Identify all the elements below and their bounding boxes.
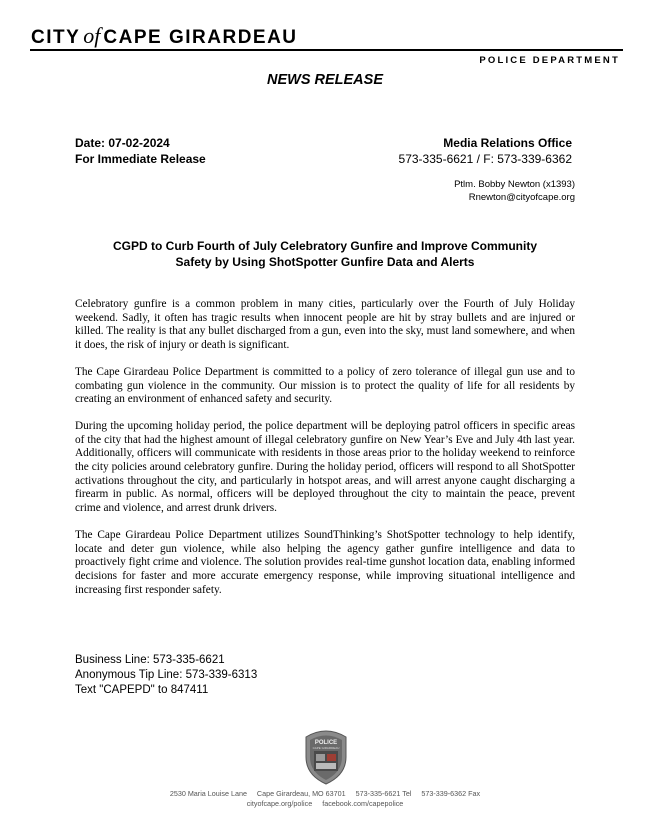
paragraph: The Cape Girardeau Police Department utilizes SoundThinking’s ShotSpotter technology to help identify, locate and deter gun violence, while also helping the agency gather gunfire intelligence and data to proactively fight crime and violence. The solution provides real-time gunshot location data, enabling informed decisions for faster and more accurate emergency response, while improving situational intelligence and increasing first responder safety. [75,528,575,596]
release-meta-left [75,135,206,167]
paragraph: Celebratory gunfire is a common problem in many cities, particularly over the Fourth of July Holiday weekend. Sadly, it often has tragic results when innocent people are hit by stray bullets and are injured or killed. The reality is that any bullet discharged from a gun, even into the sky, must land somewhere, and when it does, the risk of injury or death is significant. [75,298,575,352]
police-badge-icon [302,727,350,785]
footer-links: cityofcape.org/police facebook.com/capepolice [246,799,404,808]
footer-address: 2530 Maria Louise Lane Cape Girardeau, MO 63701 573-335-6621 Tel 573-339-6362 Fax [169,789,481,798]
release-type: For Immediate Release [75,152,206,166]
city-wordmark-name: CAPE GIRARDEAU [103,27,298,48]
paragraph: The Cape Girardeau Police Department is committed to a policy of zero tolerance of illegal gun use and to combating gun violence in the community. Our mission is to protect the quality of life for all residents by creating an environment of enhanced safety and security. [75,365,575,406]
article-body [75,298,575,597]
tip-line: Anonymous Tip Line: 573-339-6313 [75,669,258,681]
header-divider [30,49,623,51]
department-name: POLICE DEPARTMENT [479,55,620,66]
contact-email: Rnewton@cityofcape.org [468,192,575,203]
contact-person [454,178,575,204]
city-wordmark-of: of [83,23,101,48]
text-line: Text "CAPEPD" to 847411 [75,684,209,696]
business-line: Business Line: 573-335-6621 [75,654,225,666]
contact-name: Ptlm. Bobby Newton (x1393) [454,179,575,190]
news-release-label: NEWS RELEASE [266,72,383,88]
release-meta-right [399,135,572,167]
badge-text-police: POLICE [314,740,338,746]
media-phones: 573-335-6621 / F: 573-339-6362 [398,152,572,166]
headline [75,238,575,270]
city-logo-wordmark [31,23,298,49]
city-wordmark-city: CITY [31,27,81,48]
contact-lines [75,653,257,698]
paragraph: During the upcoming holiday period, the police department will be deploying patrol officers in specific areas of the city that had the highest amount of illegal celebratory gunfire on New Year’s Eve and July 4th last year. Additionally, officers will communicate with residents in those areas prior to the holiday weekend to reinforce the city policies around celebratory gunfire. During the holiday period, officers will respond to all ShotSpotter activations throughout the city, and particularly in hotspot areas, and will arrest anyone caught discharging a firearm in public. As normal, officers will be deployed throughout the city to maintain the peace, prevent crime and violence, and arrest drunk drivers. [75,419,575,515]
release-date: Date: 07-02-2024 [75,136,170,150]
badge-text-city: CAPE GIRARDEAU [312,746,340,750]
headline-line-2: Safety by Using ShotSpotter Gunfire Data and Alerts [175,255,475,269]
media-office: Media Relations Office [443,136,572,150]
headline-line-1: CGPD to Curb Fourth of July Celebratory Gunfire and Improve Community [112,239,538,253]
